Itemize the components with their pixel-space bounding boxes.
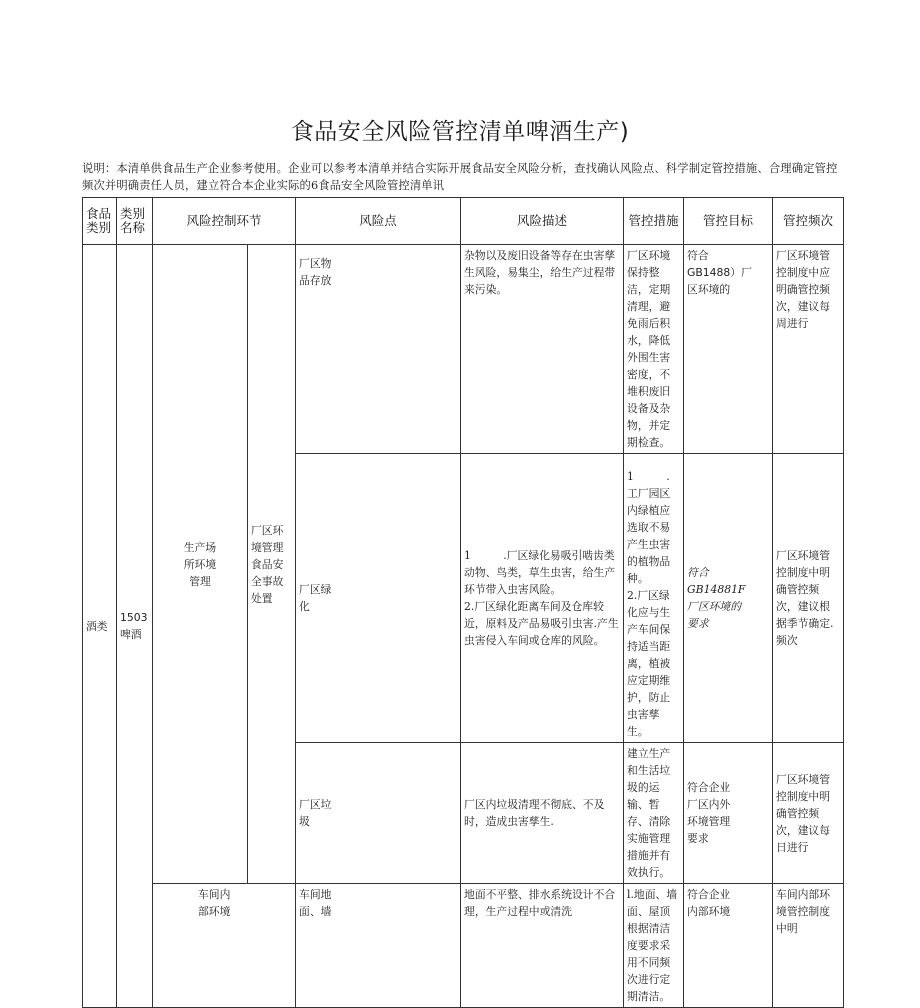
cell-target: 符合企业 厂区内外 环境管理 要求 (684, 743, 773, 884)
header-food-category: 食品 类别 (83, 198, 117, 245)
cell-category-name: 1503 啤酒 (117, 245, 153, 1008)
header-risk-desc: 风险描述 (461, 198, 624, 245)
header-target: 管控目标 (684, 198, 773, 245)
cell-target: 符合 GB1488）厂 区环境的 (684, 245, 773, 454)
cell-risk-point: 车间地 面、墙 (296, 884, 461, 1008)
cell-risk-desc: 1 .厂区绿化易吸引啮齿类动物、鸟类，草生虫害，给生产环节带入虫害风险。 2.厂区绿化距离车间及仓库较近，原料及产品易吸引虫害.产生虫害侵入车间或仓库的风险。 (461, 454, 624, 743)
cell-risk-point: 厂区物 品存放 (296, 245, 461, 454)
table-row (83, 884, 844, 1008)
explanation-note: 说明：本清单供食品生产企业参考使用。企业可以参考本清单并结合实际开展食品安全风险分析，查找确认风险点、科学制定管控措施、合理确定管控频次并明确责任人员，建立符合本企业实际的6食品安全风险管控清单讯 (82, 162, 838, 192)
cell-frequency: 车间内部环境管控制度中明 (773, 884, 844, 1008)
header-risk-section: 风险控制环节 (153, 198, 296, 245)
cell-frequency: 厂区环境管控制度中明确管控频次，建议每日进行 (773, 743, 844, 884)
cell-risk-desc: 地面不平整、排水系统设计不合理，生产过程中或清洗 (461, 884, 624, 1008)
cell-control: 厂区环境保持整洁，定期清理，避免雨后积水，降低外围生害密度，不堆积废旧设备及杂物，并定期检查。 (624, 245, 684, 454)
cell-section-workshop-env: 车间内 部环境 (153, 884, 296, 1008)
cell-risk-point: 厂区绿 化 (296, 454, 461, 743)
header-control: 管控措施 (624, 198, 684, 245)
table-row (83, 245, 844, 454)
cell-target: 符合 GB14881F 厂区环境的 要求 (684, 454, 773, 743)
risk-control-table (82, 197, 844, 1008)
cell-risk-desc: 杂物以及废旧设备等存在虫害孳生风险，易集尘，给生产过程带来污染。 (461, 245, 624, 454)
cell-section-factory-env: 厂区环 境管理 食品安 全事故 处置 (248, 245, 296, 884)
cell-frequency: 厂区环境管控制度中应明确管控频次，建议每周进行 (773, 245, 844, 454)
table-header-row (83, 198, 844, 245)
cell-frequency: 厂区环境管控制度中明确管控频次，建议根据季节确定.频次 (773, 454, 844, 743)
header-risk-point: 风险点 (296, 198, 461, 245)
cell-control: l.地面、墙面、屋顶根据清洁度要求采用不同频次进行定期清洁。 (624, 884, 684, 1008)
cell-section-production-site: 生产场 所环境 管理 (153, 245, 248, 884)
cell-food-category: 酒类 (83, 245, 117, 1008)
cell-target: 符合企业 内部环境 (684, 884, 773, 1008)
cell-risk-desc: 厂区内垃圾清理不彻底、不及时，造成虫害孳生. (461, 743, 624, 884)
cell-control: 建立生产和生活垃圾的运输、暂存、清除实施管理措施并有效执行。 (624, 743, 684, 884)
cell-control: 1 .工厂园区内绿植应选取不易产生虫害的植物品种。 2.厂区绿化应与生产车间保持适当距离，植被应定期维护，防止虫害孳生。 (624, 454, 684, 743)
cell-risk-point: 厂区垃 圾 (296, 743, 461, 884)
header-category-name: 类别 名称 (117, 198, 153, 245)
document-title: 食品安全风险管控清单啤酒生产) (290, 119, 630, 145)
header-frequency: 管控频次 (773, 198, 844, 245)
